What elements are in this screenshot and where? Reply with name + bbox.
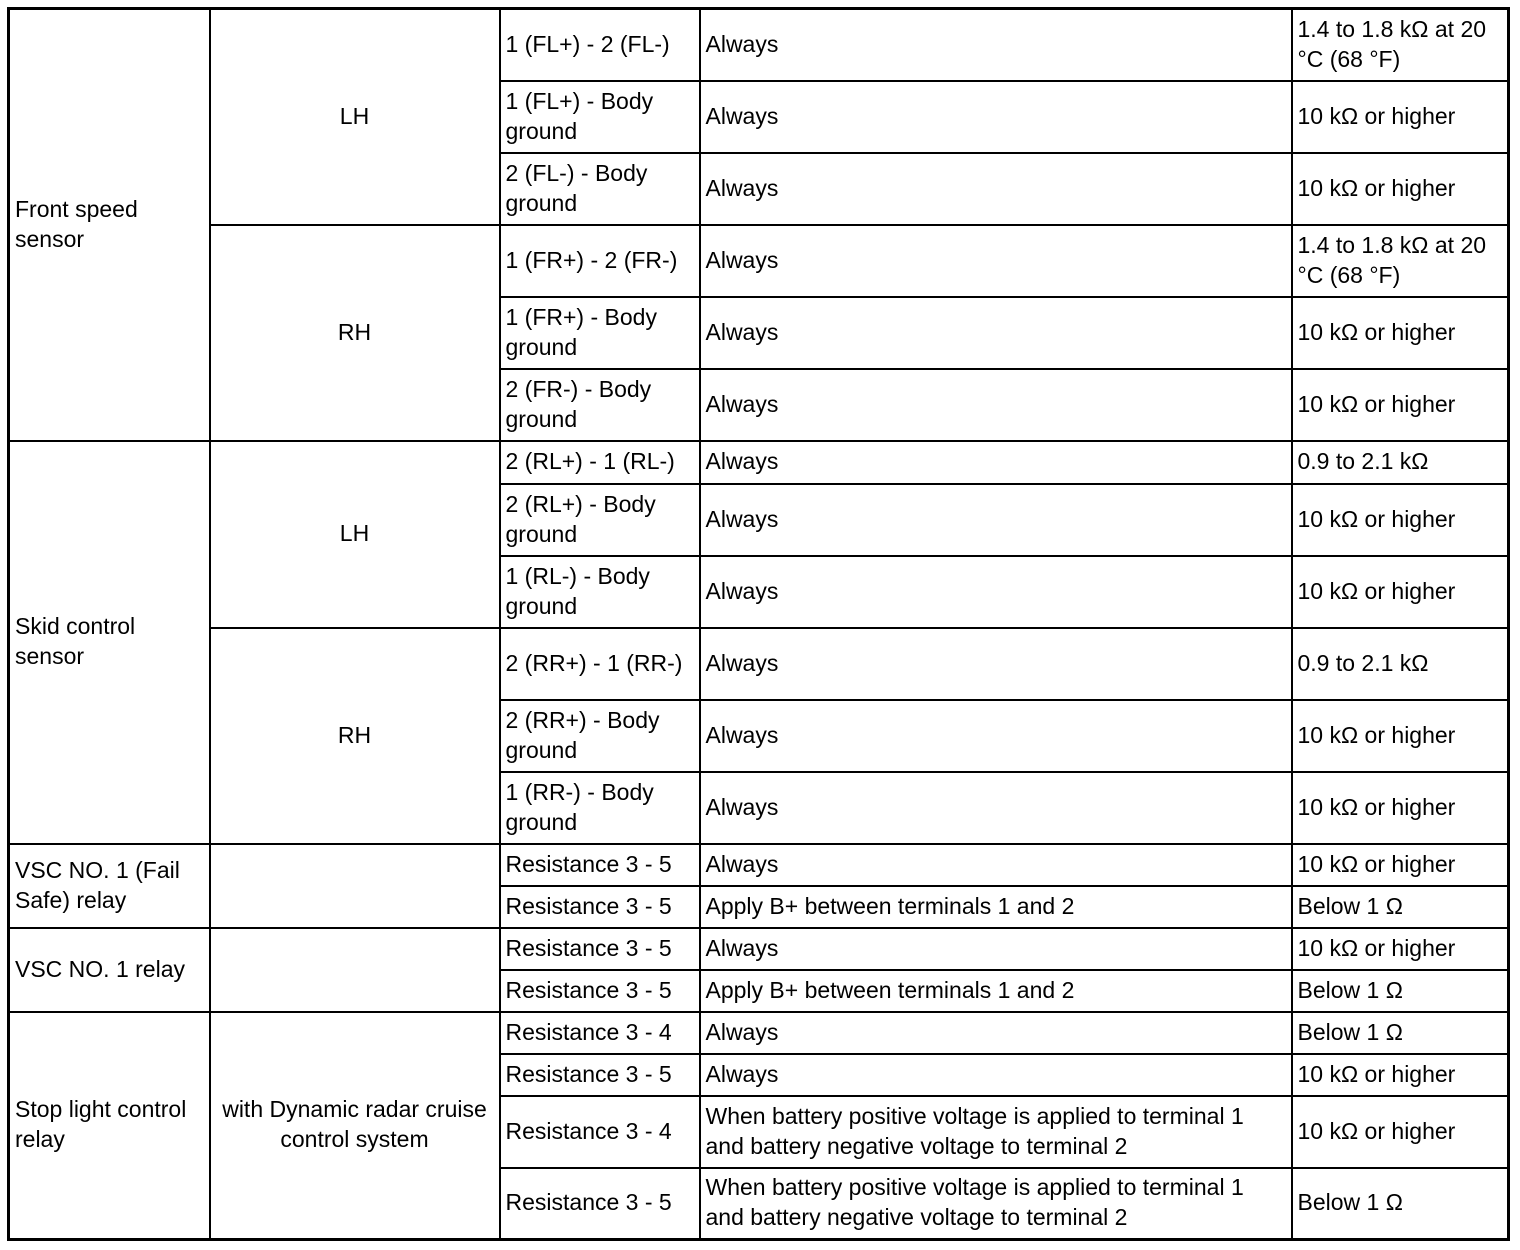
condition-cell: Always: [700, 153, 1292, 225]
condition-cell: Always: [700, 369, 1292, 441]
table-row: [9, 225, 1509, 297]
condition-cell: Always: [700, 556, 1292, 628]
condition-cell: Always: [700, 1012, 1292, 1054]
connection-cell: 2 (RR+) - Body ground: [500, 700, 700, 772]
spec-cell: 10 kΩ or higher: [1292, 700, 1509, 772]
spec-cell: Below 1 Ω: [1292, 886, 1509, 928]
table-row: [9, 628, 1509, 700]
spec-cell: 0.9 to 2.1 kΩ: [1292, 441, 1509, 484]
spec-cell: 1.4 to 1.8 kΩ at 20 °C (68 °F): [1292, 225, 1509, 297]
connection-cell: 1 (RR-) - Body ground: [500, 772, 700, 844]
table-row: [9, 9, 1509, 81]
connection-cell: 1 (FL+) - 2 (FL-): [500, 9, 700, 81]
spec-cell: Below 1 Ω: [1292, 970, 1509, 1012]
spec-cell: 10 kΩ or higher: [1292, 556, 1509, 628]
connection-cell: 2 (RL+) - Body ground: [500, 484, 700, 556]
side-cell: RH: [210, 628, 500, 844]
connection-cell: Resistance 3 - 4: [500, 1096, 700, 1168]
condition-cell: Always: [700, 441, 1292, 484]
table-row: [9, 928, 1509, 970]
spec-cell: 10 kΩ or higher: [1292, 297, 1509, 369]
side-cell: with Dynamic radar cruise control system: [210, 1012, 500, 1240]
condition-cell: Always: [700, 1054, 1292, 1096]
condition-cell: Always: [700, 628, 1292, 700]
component-cell: Front speed sensor: [9, 9, 210, 441]
spec-cell: 10 kΩ or higher: [1292, 1054, 1509, 1096]
condition-cell: When battery positive voltage is applied to terminal 1 and battery negative voltage to terminal 2: [700, 1096, 1292, 1168]
inspection-table-body: [9, 9, 1509, 1240]
side-cell: RH: [210, 225, 500, 441]
condition-cell: Apply B+ between terminals 1 and 2: [700, 970, 1292, 1012]
component-cell: Stop light control relay: [9, 1012, 210, 1240]
condition-cell: Always: [700, 297, 1292, 369]
connection-cell: Resistance 3 - 5: [500, 844, 700, 886]
spec-cell: 10 kΩ or higher: [1292, 81, 1509, 153]
condition-cell: Always: [700, 484, 1292, 556]
condition-cell: Always: [700, 225, 1292, 297]
table-row: [9, 1012, 1509, 1054]
spec-cell: 10 kΩ or higher: [1292, 153, 1509, 225]
spec-cell: 10 kΩ or higher: [1292, 772, 1509, 844]
component-cell: Skid control sensor: [9, 441, 210, 844]
spec-cell: 10 kΩ or higher: [1292, 928, 1509, 970]
connection-cell: Resistance 3 - 5: [500, 1054, 700, 1096]
table-row: [9, 844, 1509, 886]
connection-cell: 1 (RL-) - Body ground: [500, 556, 700, 628]
spec-cell: 10 kΩ or higher: [1292, 844, 1509, 886]
spec-cell: Below 1 Ω: [1292, 1168, 1509, 1240]
condition-cell: Always: [700, 928, 1292, 970]
spec-cell: 0.9 to 2.1 kΩ: [1292, 628, 1509, 700]
component-cell: VSC NO. 1 (Fail Safe) relay: [9, 844, 210, 928]
condition-cell: Always: [700, 772, 1292, 844]
spec-cell: 1.4 to 1.8 kΩ at 20 °C (68 °F): [1292, 9, 1509, 81]
table-row: [9, 441, 1509, 484]
connection-cell: 2 (FR-) - Body ground: [500, 369, 700, 441]
spec-cell: 10 kΩ or higher: [1292, 369, 1509, 441]
condition-cell: Always: [700, 700, 1292, 772]
side-cell: LH: [210, 9, 500, 225]
connection-cell: Resistance 3 - 5: [500, 1168, 700, 1240]
condition-cell: When battery positive voltage is applied to terminal 1 and battery negative voltage to terminal 2: [700, 1168, 1292, 1240]
condition-cell: Always: [700, 844, 1292, 886]
inspection-table: [7, 7, 1510, 1241]
side-cell: [210, 928, 500, 1012]
spec-cell: 10 kΩ or higher: [1292, 484, 1509, 556]
connection-cell: Resistance 3 - 4: [500, 1012, 700, 1054]
connection-cell: 1 (FL+) - Body ground: [500, 81, 700, 153]
spec-cell: Below 1 Ω: [1292, 1012, 1509, 1054]
component-cell: VSC NO. 1 relay: [9, 928, 210, 1012]
connection-cell: 2 (FL-) - Body ground: [500, 153, 700, 225]
condition-cell: Always: [700, 9, 1292, 81]
connection-cell: 2 (RR+) - 1 (RR-): [500, 628, 700, 700]
connection-cell: Resistance 3 - 5: [500, 928, 700, 970]
connection-cell: 1 (FR+) - 2 (FR-): [500, 225, 700, 297]
connection-cell: Resistance 3 - 5: [500, 970, 700, 1012]
connection-cell: 2 (RL+) - 1 (RL-): [500, 441, 700, 484]
connection-cell: Resistance 3 - 5: [500, 886, 700, 928]
connection-cell: 1 (FR+) - Body ground: [500, 297, 700, 369]
condition-cell: Apply B+ between terminals 1 and 2: [700, 886, 1292, 928]
condition-cell: Always: [700, 81, 1292, 153]
side-cell: LH: [210, 441, 500, 628]
side-cell: [210, 844, 500, 928]
spec-cell: 10 kΩ or higher: [1292, 1096, 1509, 1168]
